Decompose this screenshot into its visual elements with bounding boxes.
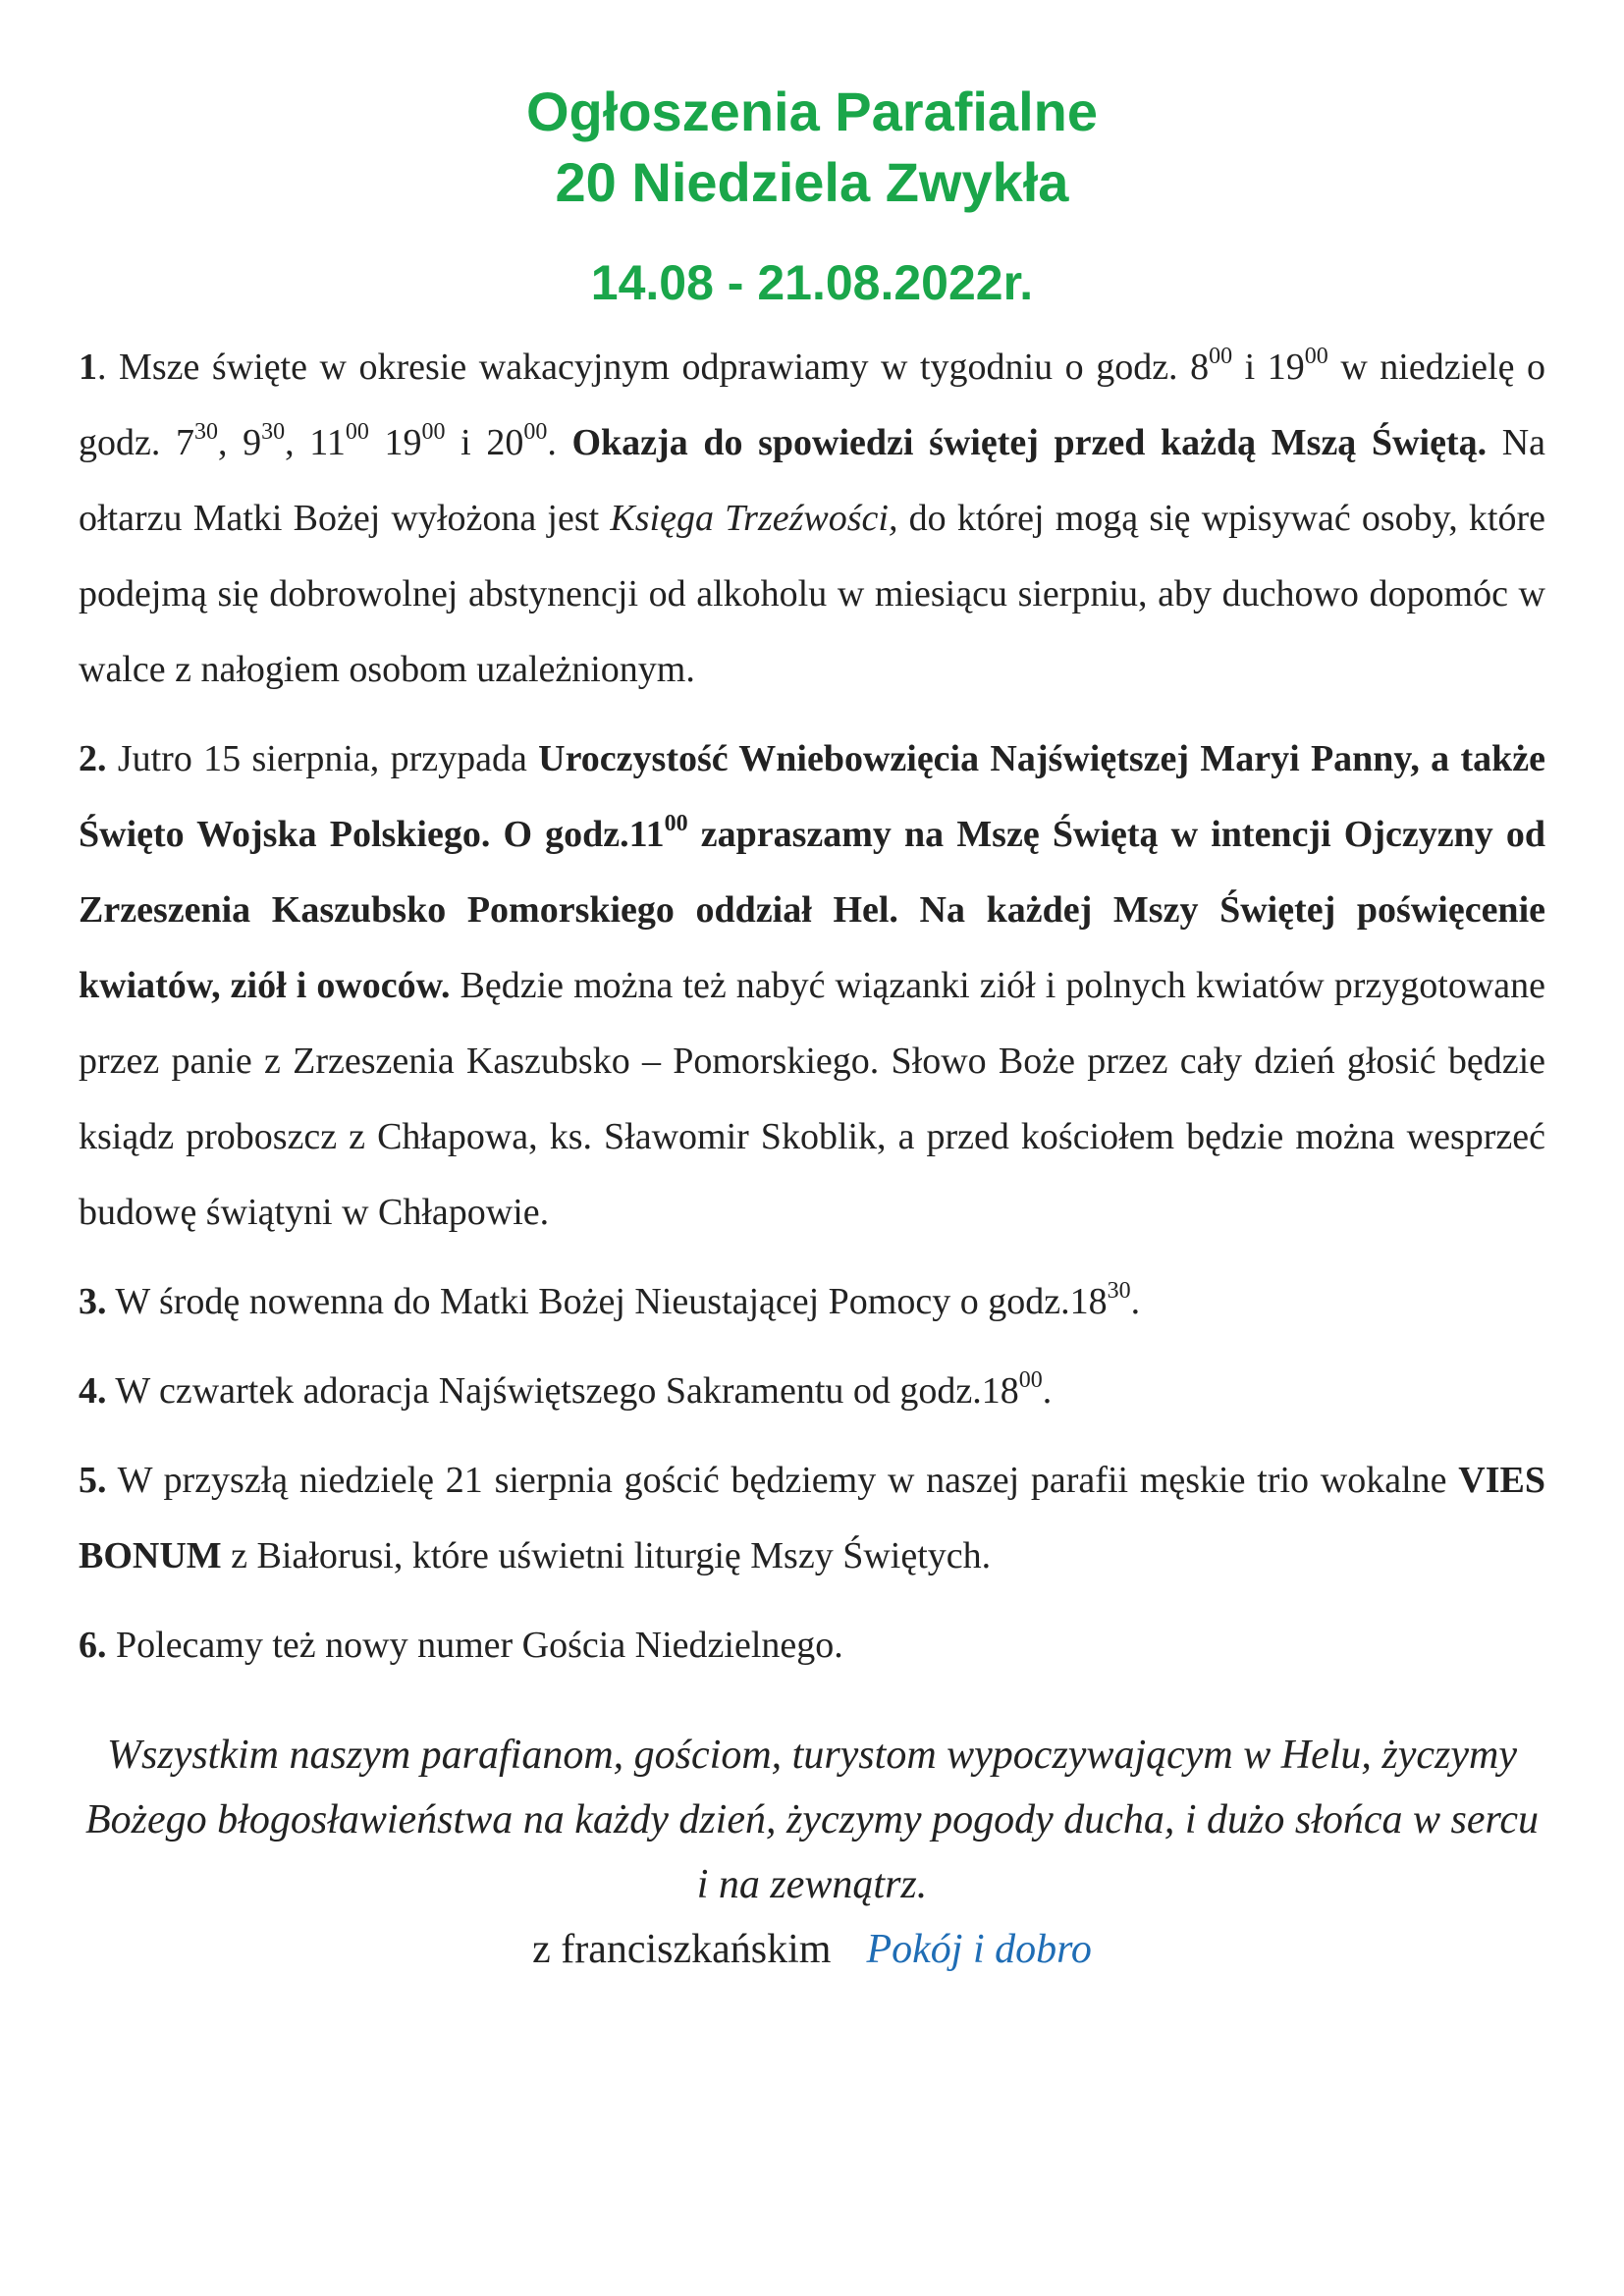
closing-wish: Wszystkim naszym parafianom, gościom, turystom wypoczywającym w Helu, życzymy Bożego błogosławieństwa na każdy dzień, życzymy pogody ducha, i dużo słońca w sercu i na zewnątrz. — [85, 1733, 1539, 1907]
item-number: 5. — [79, 1460, 107, 1501]
announcement-4: 4. W czwartek adoracja Najświętszego Sakramentu od $godz.18^{00}$. — [79, 1367, 1053, 1412]
announcement-1: 1. Msze święte w okresie wakacyjnym odprawiamy w tygodniu o godz. $8^{00}$ i $19^{00}$ w niedzielę o godz. $7^{30}$, $9^{30}$, $11^{00}$ $19^{00}$ i $20^{00}$. Okazja do spowiedzi świętej przed każdą Mszą Świętą. Na ołtarzu Matki Bożej wyłożona jest Księga Trzeźwości, do której mogą się wpisywać osoby, które podejmą się dobrowolnej abstynencji od alkoholu w miesiącu sierpniu, aby duchowo dopomóc w walce z nałogiem osobom uzależnionym. — [79, 344, 1546, 690]
page-title — [79, 77, 1545, 218]
title-line-1: Ogłoszenia Parafialne — [526, 80, 1098, 142]
announcement-3: 3. W środę nowenna do Matki Bożej Nieustającej Pomocy o $godz.18^{30}$. — [79, 1278, 1141, 1322]
announcement-6: 6. Polecamy też nowy numer Gościa Niedzielnego. — [79, 1625, 843, 1666]
announcement-5: 5. W przyszłą niedzielę 21 sierpnia gościć będziemy w naszej parafii męskie trio wokalne VIES BONUM z Białorusi, które uświetni liturgię Mszy Świętych. — [79, 1460, 1545, 1576]
signoff — [79, 1917, 1545, 1982]
item-number: 6. — [79, 1625, 107, 1666]
date-range: 14.08 - 21.08.2022r. — [590, 255, 1034, 310]
announcement-2: 2. Jutro 15 sierpnia, przypada Uroczystość Wniebowzięcia Najświętszej Maryi Panny, a także Święto Wojska Polskiego. O $godz.11^{00}$ zapraszamy na Mszę Świętą w intencji Ojczyzny od Zrzeszenia Kaszubsko Pomorskiego oddział Hel. Na każdej Mszy Świętej poświęcenie kwiatów, ziół i owoców. Będzie można też nabyć wiązanki ziół i polnych kwiatów przygotowane przez panie z Zrzeszenia Kaszubsko – Pomorskiego. Słowo Boże przez cały dzień głosić będzie ksiądz proboszcz z Chłapowa, ks. Sławomir Skoblik, a przed kościołem będzie można wesprzeć budowę świątyni w Chłapowie. — [79, 738, 1546, 1233]
signoff-motto: Pokój i dobro — [866, 1927, 1092, 1972]
item-number: 4. — [79, 1370, 107, 1412]
title-line-2: 20 Niedziela Zwykła — [555, 151, 1069, 213]
item-number: 2. — [79, 738, 107, 779]
item-number: 3. — [79, 1281, 107, 1322]
announcements-page — [79, 77, 1545, 1982]
item-number: 1 — [79, 347, 97, 388]
signoff-prefix: z franciszkańskim — [532, 1927, 832, 1972]
